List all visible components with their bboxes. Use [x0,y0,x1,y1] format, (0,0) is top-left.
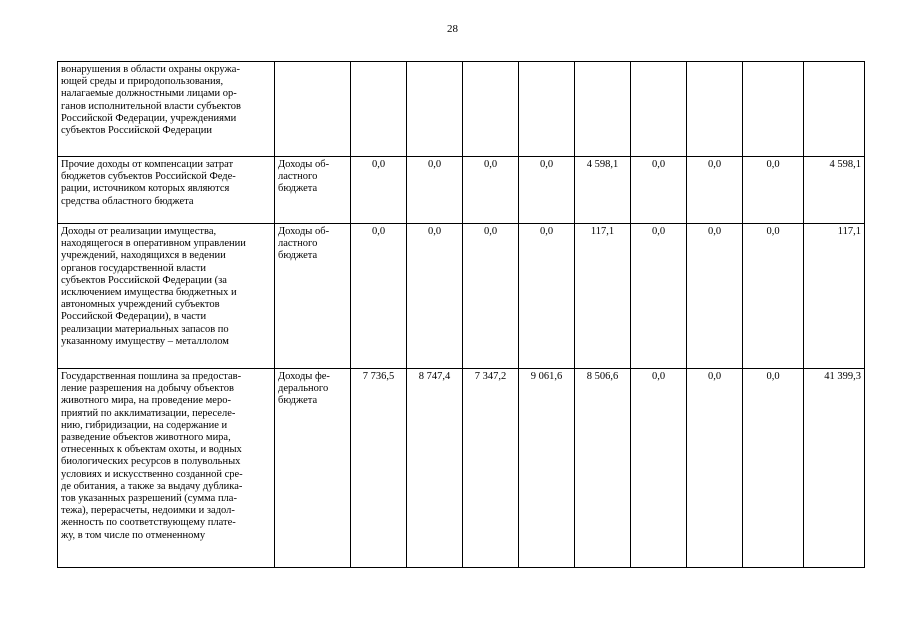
value-cell: 0,0 [351,224,407,369]
total-cell: 41 399,3 [804,369,865,568]
revenue-table-body [58,62,865,568]
value-cell: 0,0 [687,157,743,224]
value-cell [519,62,575,157]
value-cell: 0,0 [407,157,463,224]
revenue-source-cell: Доходы об- ластного бюджета [275,224,351,369]
value-cell: 0,0 [743,224,804,369]
value-cell [687,62,743,157]
revenue-name-cell: Доходы от реализации имущества, находящегося в оперативном управлении учреждений, находящихся в ведении органов государственной власти субъектов Российской Федерации (за исключением имущества бюджетных и автономных учреждений субъектов Российской Федерации), в части реализации материальных запасов по указанному имуществу – металлолом [58,224,275,369]
value-cell: 0,0 [407,224,463,369]
value-cell: 7 736,5 [351,369,407,568]
table-row [58,224,865,369]
value-cell: 8 747,4 [407,369,463,568]
table-row [58,369,865,568]
value-cell: 0,0 [519,157,575,224]
value-cell [351,62,407,157]
revenue-name-cell: вонарушения в области охраны окружа- ющей среды и природопользования, налагаемые должностными лицами ор- ганов исполнительной власти субъектов Российской Федерации, учреждениями субъектов Российской Федерации [58,62,275,157]
table-row [58,157,865,224]
value-cell: 0,0 [631,369,687,568]
value-cell [463,62,519,157]
revenue-source-cell [275,62,351,157]
value-cell: 0,0 [743,369,804,568]
value-cell [407,62,463,157]
value-cell: 0,0 [351,157,407,224]
value-cell: 0,0 [631,224,687,369]
value-cell: 117,1 [575,224,631,369]
total-cell: 4 598,1 [804,157,865,224]
revenue-source-cell: Доходы об- ластного бюджета [275,157,351,224]
value-cell: 0,0 [463,224,519,369]
value-cell: 0,0 [687,369,743,568]
revenue-source-cell: Доходы фе- дерального бюджета [275,369,351,568]
value-cell [575,62,631,157]
value-cell: 9 061,6 [519,369,575,568]
value-cell [631,62,687,157]
total-cell [804,62,865,157]
value-cell [743,62,804,157]
page-number: 28 [447,23,458,35]
table-row [58,62,865,157]
value-cell: 7 347,2 [463,369,519,568]
revenue-name-cell: Государственная пошлина за предостав- ление разрешения на добычу объектов животного мира, на проведение меро- приятий по акклиматизации, переселе- нию, гибридизации, на содержание и разведение объектов животного мира, отнесенных к объектам охоты, и водных биологических ресурсов в полувольных условиях и искусственно созданной сре- де обитания, а также за выдачу дублика- тов указанных разрешений (сумма пла- тежа), перерасчеты, недоимки и задол- женность по соответствующему плате- жу, в том числе по отмененному [58,369,275,568]
value-cell: 0,0 [519,224,575,369]
value-cell: 0,0 [687,224,743,369]
value-cell: 0,0 [631,157,687,224]
total-cell: 117,1 [804,224,865,369]
revenue-name-cell: Прочие доходы от компенсации затрат бюджетов субъектов Российской Феде- рации, источником которых являются средства областного бюджета [58,157,275,224]
value-cell: 8 506,6 [575,369,631,568]
value-cell: 0,0 [463,157,519,224]
revenue-table [57,61,865,568]
value-cell: 0,0 [743,157,804,224]
value-cell: 4 598,1 [575,157,631,224]
